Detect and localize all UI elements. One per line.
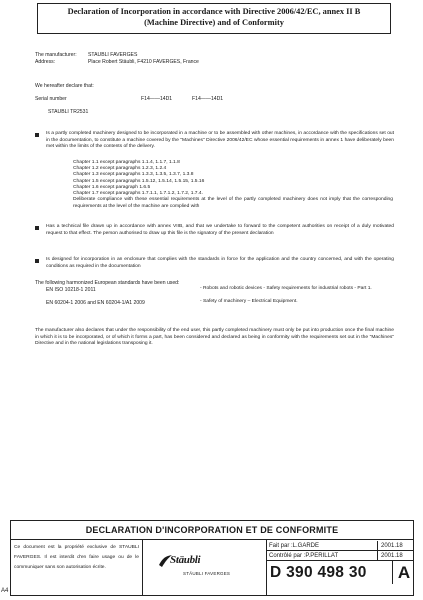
doc-info [267,540,413,595]
chapter-item: Chapter 1.5 except paragraphs 1.5.12, 1.5.14, 1.5.15, 1.5.16 [73,178,205,184]
title-line-2: (Machine Directive) and of Conformity [144,17,284,27]
title-line-1: Declaration of Incorporation in accordance with Directive 2006/42/EC, annex II B [67,7,361,16]
closing-text: The manufacturer also declares that under the responsibility of the end user, this partly completed machinery must only be put into production once the final machine in which it is to be incorporated, or of which it forms a part, has been considered and declared as being in conformity with the requirements set out in the "Machines" Directive and in the national legislations transposing it. [35,328,394,346]
checked-date: 2001.18 [377,551,415,560]
chapter-item: Chapter 1.6 except paragraph 1.6.5 [73,184,151,190]
checked-by-row [267,551,413,561]
chapter-item: Chapter 1.1 except paragraphs 1.1.4, 1.1.7, 1.1.8 [73,160,180,165]
item-3-text: Is designed for incorporation in an enclosure that complies with the standards in force for the application and the country concerned, and with the operating conditions as required in the documentation [46,257,394,269]
document-revision: A [397,563,411,582]
serial-value-2: F14——14D1 [192,96,224,102]
chapter-item: Chapter 1.7 except paragraphs 1.7.1.1, 1.7.1.2, 1.7.2, 1.7.4. [73,191,203,197]
chapters-note: Deliberate compliance with these essential requirements at the level of the partly completed machinery does not imply that the corresponding requirements at the level of the machine are complied with [73,197,393,209]
chapter-list [73,160,204,197]
serial-value-1: F14——14D1 [141,96,173,102]
logo-area [143,540,267,595]
logo-subtitle: STÄUBLI FAVERGES [183,571,231,576]
serial-label: Serial number [35,96,67,102]
checkbox-1 [35,133,39,137]
made-by: Fait par :L.GARDE [269,543,320,549]
logo-text: Stäubli [170,554,201,566]
made-date: 2001.18 [377,541,415,550]
made-by-row [267,541,413,551]
product-name: STAUBLI TR2531 [48,109,89,115]
standard-code-1: EN ISO 10218-1 2011 [46,287,96,293]
manufacturer-label: The manufacturer: [35,52,77,58]
paper-format: A4 [1,588,9,594]
manufacturer-value: STAUBLI FAVERGES [88,52,138,58]
address-value: Place Robert Stäubli, F4210 FAVERGES, France [88,59,199,65]
address-label: Address: [35,59,56,65]
declare-text: We hereafter declare that: [35,83,94,89]
item-1-text: Is a partly completed machinery designed to be incorporated in a machine or to be assembled with other machines, in accordance with the specifications set out in the documentation, to constitute a machine covered by the "Machines" Directive 2006/42/EC whose essential requirements in annex 1 have deliberately been met within the limits of the contents of the delivery. [46,131,394,149]
item-2-text: Has a technical file drawn up in accordance with annex VIIB, and that we undertake to forward to the competent authorities on receipt of a duly motivated request to that effect. The person authorised to draw up this file is the signatory of the present declaration [46,224,394,236]
document-number: D 390 498 30 [267,561,393,584]
property-notice: Ce document est la propriété exclusive de STAUBLI FAVERGES. Il est interdit d'en faire usage ou de le communiquer sans son autorisation écrite. [11,540,143,595]
checkbox-3 [35,259,39,263]
chapter-item: Chapter 1.3 except paragraphs 1.3.3, 1.3.5, 1.3.7, 1.3.8 [73,172,194,178]
checked-by: Contrôlé par :P.PERILLAT [269,553,339,559]
standard-desc-2: - Safety of machinery – Electrical Equipment. [200,299,298,304]
standard-desc-1: - Robots and robotic devices - Safety requirements for industrial robots - Part 1. [200,286,372,291]
document-title [37,3,391,34]
standards-intro: The following harmonized European standards have been used: [35,280,180,286]
title-block [10,520,414,596]
standard-code-2: EN 60204-1 2006 and EN 60204-1/A1 2009 [46,300,145,306]
chapter-item: Chapter 1.2 except paragraphs 1.2.3, 1.2.4 [73,166,167,172]
title-block-heading: DECLARATION D'INCORPORATION ET DE CONFORMITE [11,521,413,540]
checkbox-2 [35,226,39,230]
